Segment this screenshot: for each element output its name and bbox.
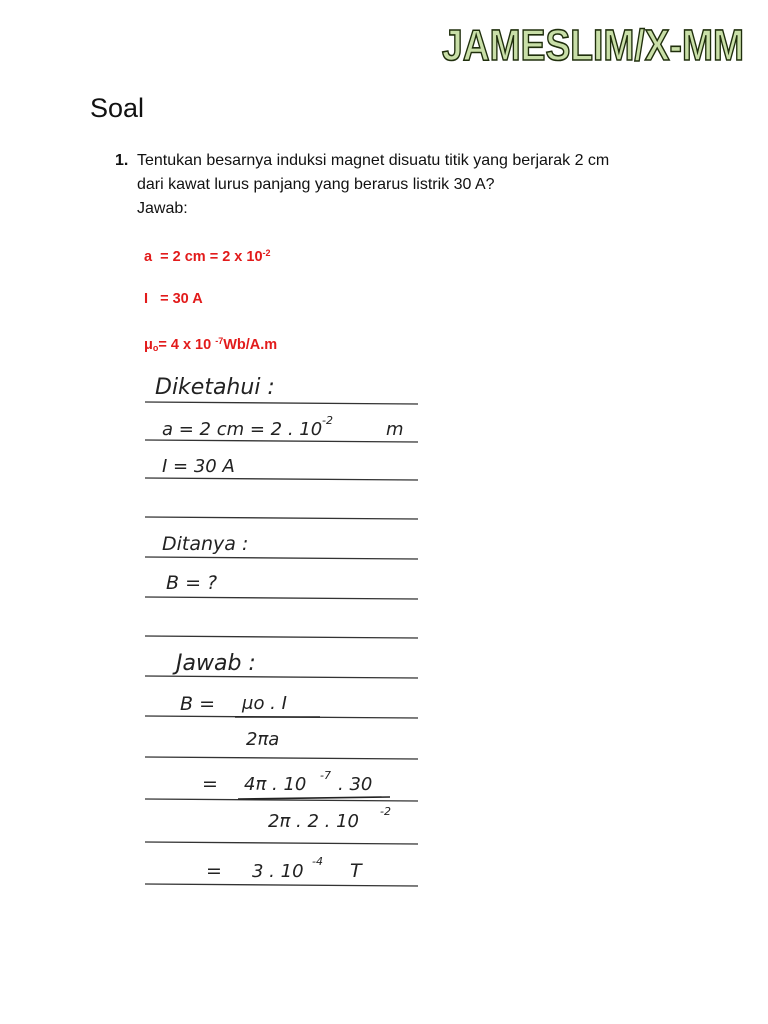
hand-answer-heading: Jawab : xyxy=(176,651,256,676)
hand-eq2-denominator-exponent: -2 xyxy=(380,805,391,818)
given-a-value: = 2 cm = 2 x 10 xyxy=(160,249,263,265)
given-mu xyxy=(144,336,277,353)
given-mu-subscript: o xyxy=(152,343,159,353)
hand-result-exponent: -4 xyxy=(312,855,323,868)
hand-fraction-bar-2 xyxy=(238,797,390,799)
hand-b-question: B = ? xyxy=(166,572,218,594)
hand-a-exponent: -2 xyxy=(322,414,333,427)
given-i xyxy=(144,291,203,307)
hand-b-equals: B = xyxy=(180,693,215,715)
question-number: 1. xyxy=(115,152,129,169)
given-mu-exponent: -7 xyxy=(215,336,224,346)
watermark-text: JAMESLIM/X-MM xyxy=(442,21,744,70)
given-i-label: I xyxy=(144,291,149,307)
watermark-wordart xyxy=(440,12,746,68)
hand-i-line: I = 30 A xyxy=(162,456,235,477)
given-a-label: a xyxy=(144,249,153,265)
section-heading: Soal xyxy=(90,93,145,123)
hand-result: 3 . 10 xyxy=(252,861,304,882)
hand-eq2-numerator-tail: . 30 xyxy=(338,774,373,795)
hand-formula-denominator: 2πa xyxy=(246,729,280,750)
given-a-exponent: -2 xyxy=(262,248,271,258)
given-mu-label: μ xyxy=(144,337,153,353)
hand-result-unit: T xyxy=(350,860,362,882)
answer-label: Jawab: xyxy=(137,200,188,217)
hand-eq2-sign: = xyxy=(202,773,218,795)
hand-a-unit: m xyxy=(386,419,404,440)
handwritten-solution xyxy=(140,360,430,900)
hand-known-heading: Diketahui : xyxy=(155,375,275,400)
given-mu-value: = 4 x 10 xyxy=(158,337,212,353)
question-line-2: dari kawat lurus panjang yang berarus listrik 30 A? xyxy=(137,176,495,193)
hand-eq2-denominator: 2π . 2 . 10 xyxy=(268,811,359,832)
question-line-1: Tentukan besarnya induksi magnet disuatu titik yang berjarak 2 cm xyxy=(137,152,610,169)
hand-eq3-sign: = xyxy=(206,860,222,882)
hand-eq2-numerator: 4π . 10 xyxy=(244,774,307,795)
given-i-value: = 30 A xyxy=(160,291,203,307)
given-a xyxy=(144,248,271,265)
hand-a-line: a = 2 cm = 2 . 10 xyxy=(162,419,323,440)
given-mu-unit: Wb/A.m xyxy=(223,337,278,353)
hand-asked-heading: Ditanya : xyxy=(162,533,249,555)
hand-eq2-numerator-exponent: -7 xyxy=(320,769,331,782)
hand-formula-numerator: μo . I xyxy=(242,693,287,714)
